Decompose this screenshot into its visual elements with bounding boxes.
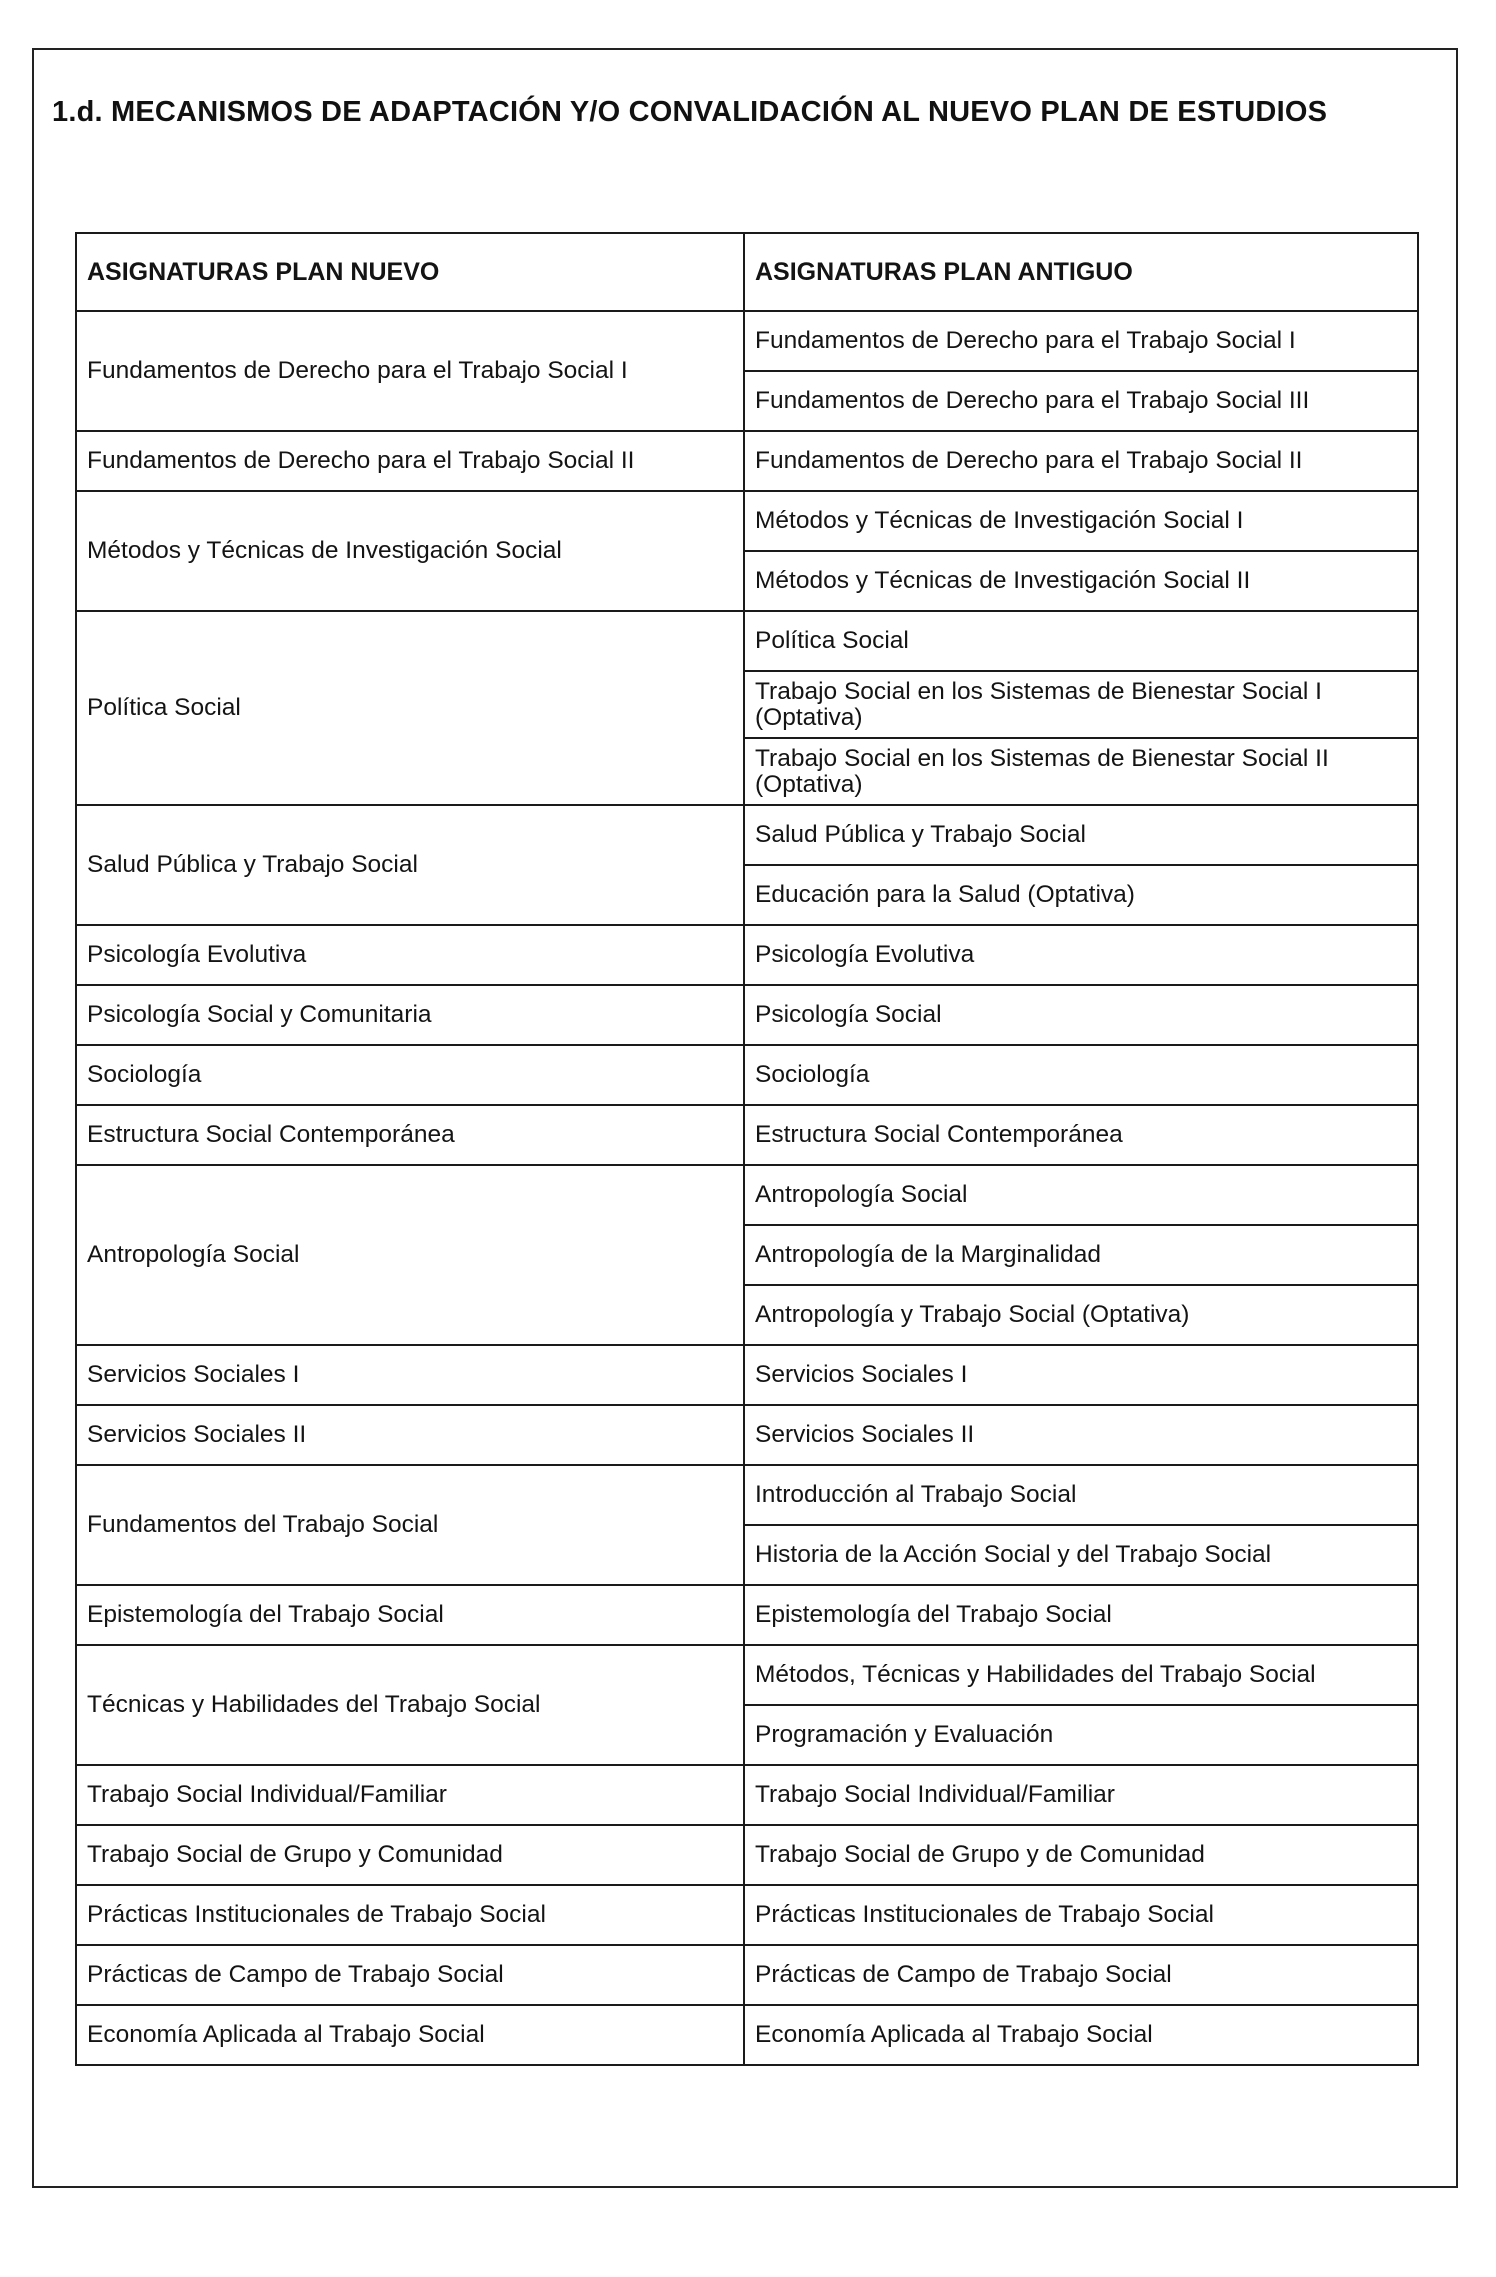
table-row	[76, 985, 1418, 1045]
old-subject-cell: Introducción al Trabajo Social	[744, 1465, 1418, 1525]
table-row	[76, 1165, 1418, 1225]
old-subject-cell: Antropología de la Marginalidad	[744, 1225, 1418, 1285]
old-subject-cell: Antropología Social	[744, 1165, 1418, 1225]
old-subject-cell: Educación para la Salud (Optativa)	[744, 865, 1418, 925]
new-subject-cell: Antropología Social	[76, 1165, 744, 1345]
old-subject-cell: Métodos, Técnicas y Habilidades del Trabajo Social	[744, 1645, 1418, 1705]
table-row	[76, 1585, 1418, 1645]
new-subject-cell: Psicología Evolutiva	[76, 925, 744, 985]
old-subject-cell: Historia de la Acción Social y del Trabajo Social	[744, 1525, 1418, 1585]
old-subject-cell: Estructura Social Contemporánea	[744, 1105, 1418, 1165]
table-row	[76, 611, 1418, 671]
new-subject-cell: Estructura Social Contemporánea	[76, 1105, 744, 1165]
old-subject-cell: Trabajo Social en los Sistemas de Bienestar Social I (Optativa)	[744, 671, 1418, 738]
new-subject-cell: Salud Pública y Trabajo Social	[76, 805, 744, 925]
old-subject-cell: Epistemología del Trabajo Social	[744, 1585, 1418, 1645]
table-row	[76, 1645, 1418, 1705]
old-subject-cell: Métodos y Técnicas de Investigación Social II	[744, 551, 1418, 611]
old-subject-cell: Política Social	[744, 611, 1418, 671]
new-subject-cell: Fundamentos del Trabajo Social	[76, 1465, 744, 1585]
old-subject-cell: Fundamentos de Derecho para el Trabajo Social I	[744, 311, 1418, 371]
new-subject-cell: Fundamentos de Derecho para el Trabajo Social II	[76, 431, 744, 491]
old-subject-cell: Programación y Evaluación	[744, 1705, 1418, 1765]
table-row	[76, 1465, 1418, 1525]
old-subject-cell: Fundamentos de Derecho para el Trabajo Social III	[744, 371, 1418, 431]
new-subject-cell: Trabajo Social Individual/Familiar	[76, 1765, 744, 1825]
new-subject-cell: Trabajo Social de Grupo y Comunidad	[76, 1825, 744, 1885]
table-row	[76, 1345, 1418, 1405]
new-subject-cell: Prácticas de Campo de Trabajo Social	[76, 1945, 744, 2005]
new-subject-cell: Psicología Social y Comunitaria	[76, 985, 744, 1045]
old-subject-cell: Psicología Evolutiva	[744, 925, 1418, 985]
table-row	[76, 1765, 1418, 1825]
table-row	[76, 2005, 1418, 2065]
old-subject-cell: Servicios Sociales I	[744, 1345, 1418, 1405]
table-row	[76, 805, 1418, 865]
table-header-row	[76, 233, 1418, 311]
table-row	[76, 1945, 1418, 2005]
new-subject-cell: Epistemología del Trabajo Social	[76, 1585, 744, 1645]
table-row	[76, 311, 1418, 371]
old-subject-cell: Antropología y Trabajo Social (Optativa)	[744, 1285, 1418, 1345]
new-subject-cell: Sociología	[76, 1045, 744, 1105]
new-subject-cell: Métodos y Técnicas de Investigación Social	[76, 491, 744, 611]
table-row	[76, 491, 1418, 551]
old-subject-cell: Fundamentos de Derecho para el Trabajo Social II	[744, 431, 1418, 491]
table-row	[76, 925, 1418, 985]
new-subject-cell: Fundamentos de Derecho para el Trabajo Social I	[76, 311, 744, 431]
old-subject-cell: Economía Aplicada al Trabajo Social	[744, 2005, 1418, 2065]
table-row	[76, 431, 1418, 491]
table-row	[76, 1885, 1418, 1945]
table-row	[76, 1105, 1418, 1165]
header-plan-antiguo: ASIGNATURAS PLAN ANTIGUO	[744, 233, 1418, 311]
old-subject-cell: Psicología Social	[744, 985, 1418, 1045]
new-subject-cell: Técnicas y Habilidades del Trabajo Social	[76, 1645, 744, 1765]
old-subject-cell: Prácticas Institucionales de Trabajo Social	[744, 1885, 1418, 1945]
new-subject-cell: Servicios Sociales I	[76, 1345, 744, 1405]
old-subject-cell: Métodos y Técnicas de Investigación Social I	[744, 491, 1418, 551]
old-subject-cell: Sociología	[744, 1045, 1418, 1105]
new-subject-cell: Prácticas Institucionales de Trabajo Social	[76, 1885, 744, 1945]
old-subject-cell: Trabajo Social en los Sistemas de Bienestar Social II (Optativa)	[744, 738, 1418, 805]
convalidation-table	[75, 232, 1419, 2066]
table-row	[76, 1045, 1418, 1105]
new-subject-cell: Política Social	[76, 611, 744, 805]
table-row	[76, 1825, 1418, 1885]
table-row	[76, 1405, 1418, 1465]
old-subject-cell: Trabajo Social de Grupo y de Comunidad	[744, 1825, 1418, 1885]
new-subject-cell: Economía Aplicada al Trabajo Social	[76, 2005, 744, 2065]
old-subject-cell: Salud Pública y Trabajo Social	[744, 805, 1418, 865]
old-subject-cell: Trabajo Social Individual/Familiar	[744, 1765, 1418, 1825]
old-subject-cell: Servicios Sociales II	[744, 1405, 1418, 1465]
header-plan-nuevo: ASIGNATURAS PLAN NUEVO	[76, 233, 744, 311]
new-subject-cell: Servicios Sociales II	[76, 1405, 744, 1465]
section-title: 1.d. MECANISMOS DE ADAPTACIÓN Y/O CONVALIDACIÓN AL NUEVO PLAN DE ESTUDIOS	[52, 96, 1328, 128]
old-subject-cell: Prácticas de Campo de Trabajo Social	[744, 1945, 1418, 2005]
